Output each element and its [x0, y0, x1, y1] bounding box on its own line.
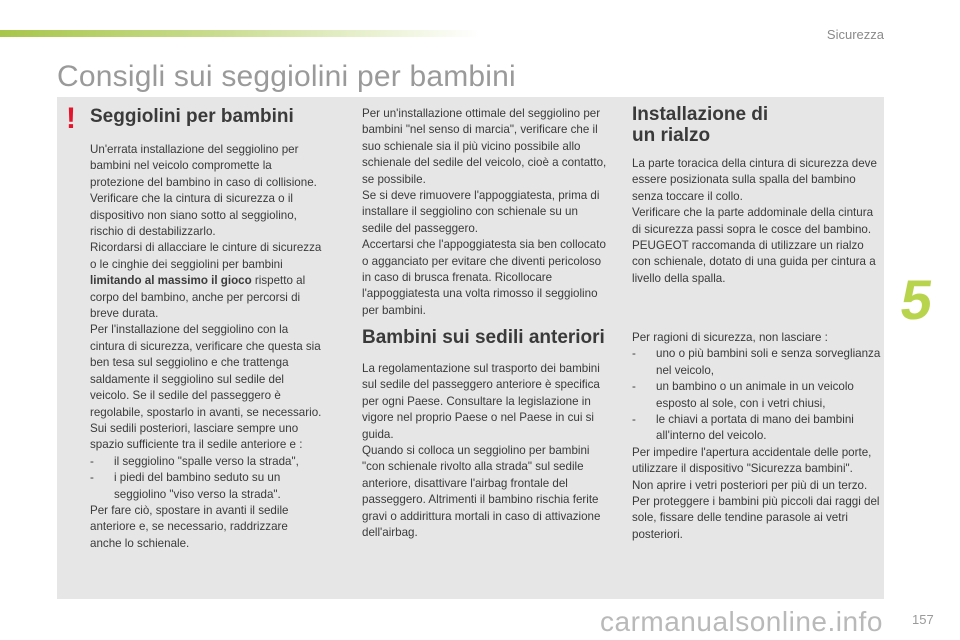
- section-label: Sicurezza: [826, 27, 884, 42]
- chapter-number: 5: [896, 268, 937, 331]
- column-safety-tips: [632, 330, 882, 543]
- paragraph: Ricordarsi di allacciare le cinture di sicurezza o le cinghie dei seggiolini per bambini limitando al massimo il gioco rispetto al corpo del bambino, anche per percorsi di breve durata.: [90, 241, 322, 321]
- list-item: - il seggiolino "spalle verso la strada",: [90, 454, 299, 468]
- page-title: Consigli sui seggiolini per bambini: [57, 60, 516, 93]
- paragraph: Sui sedili posteriori, lasciare sempre uno spazio sufficiente tra il sedile anteriore e :: [90, 421, 303, 452]
- paragraph: Per l'installazione del seggiolino con la cintura di sicurezza, verificare che questa sia ben tesa sul seggiolino e che trattenga saldamente il seggiolino sul sedile del veicolo. Se il sedile del passeggero è regolabile, spostarlo in avanti, se necessario.: [90, 323, 322, 419]
- list-item: - le chiavi a portata di mano dei bambini all'interno del veicolo.: [632, 413, 854, 443]
- paragraph: Per un'installazione ottimale del seggiolino per bambini "nel senso di marcia", verificare che il suo schienale sia il più vicino possibile allo schienale del sedile del veicolo, cioè a contatto, se possibile.: [362, 107, 607, 186]
- paragraph: Un'errata installazione del seggiolino per bambini nel veicolo compromette la protezione del bambino in caso di collisione.: [90, 143, 317, 189]
- paragraph: Quando si colloca un seggiolino per bambini "con schienale rivolto alla strada" sul sedile anteriore, disattivare l'airbag frontale del passeggero. Altrimenti il bambino rischia ferite gravi o addirittura mortali in caso di attivazione dell'airbag.: [362, 444, 601, 540]
- paragraph: Per impedire l'apertura accidentale delle porte, utilizzare il dispositivo "Sicurezza bambini".: [632, 445, 872, 476]
- paragraph: Verificare che la parte addominale della cintura di sicurezza passi sopra le cosce del bambino.: [632, 206, 874, 236]
- bold-emphasis: limitando al massimo il gioco: [90, 274, 252, 288]
- column-installation: [362, 106, 610, 319]
- paragraph: Non aprire i vetri posteriori per più di un terzo.: [632, 478, 868, 492]
- header-accent-bar: [0, 30, 480, 37]
- heading-booster: Installazione di un rialzo: [632, 104, 769, 146]
- paragraph: Per ragioni di sicurezza, non lasciare :: [632, 331, 828, 344]
- paragraph: Accertarsi che l'appoggiatesta sia ben collocato o agganciato per evitare che diventi pericoloso in caso di brusca frenata. Ricollocare l'appoggiatesta una volta rimosso il seggiolino per bambini.: [362, 238, 606, 317]
- paragraph: Se si deve rimuovere l'appoggiatesta, prima di installare il seggiolino con schienale su un sedile del passeggero.: [362, 189, 600, 235]
- column-front-seats: [362, 327, 612, 541]
- page-number: 157: [912, 612, 934, 627]
- column-child-seats: [90, 106, 322, 552]
- paragraph: PEUGEOT raccomanda di utilizzare un rialzo con schienale, dotato di una guida per cintura a livello della spalla.: [632, 239, 876, 285]
- paragraph: La parte toracica della cintura di sicurezza deve essere posizionata sulla spalla del bambino senza toccare il collo.: [632, 157, 877, 203]
- heading-child-seats: Seggiolini per bambini: [90, 106, 294, 127]
- paragraph: Per fare ciò, spostare in avanti il sedile anteriore e, se necessario, raddrizzare anche lo schienale.: [90, 503, 289, 550]
- heading-front-seats: Bambini sui sedili anteriori: [362, 327, 605, 348]
- paragraph: Verificare che la cintura di sicurezza o il dispositivo non siano sotto al seggiolino, rischio di destabilizzarlo.: [90, 192, 297, 239]
- paragraph: Per proteggere i bambini più piccoli dai raggi del sole, fissare delle tendine parasole ai vetri posteriori.: [632, 495, 880, 541]
- watermark: carmanualsonline.info: [600, 606, 883, 637]
- list-item: - uno o più bambini soli e senza sorveglianza nel veicolo,: [632, 347, 881, 377]
- paragraph: La regolamentazione sul trasporto dei bambini sul sedile del passeggero anteriore è specifica per ogni Paese. Consultare la legislazione in vigore nel proprio Paese o nel Paese in cui si guida.: [362, 362, 600, 441]
- warning-icon: !: [66, 102, 76, 135]
- list-item: - un bambino o un animale in un veicolo esposto al sole, con i vetri chiusi,: [632, 380, 854, 410]
- list-item: - i piedi del bambino seduto su un seggiolino "viso verso la strada".: [90, 471, 281, 501]
- column-booster: [632, 104, 880, 287]
